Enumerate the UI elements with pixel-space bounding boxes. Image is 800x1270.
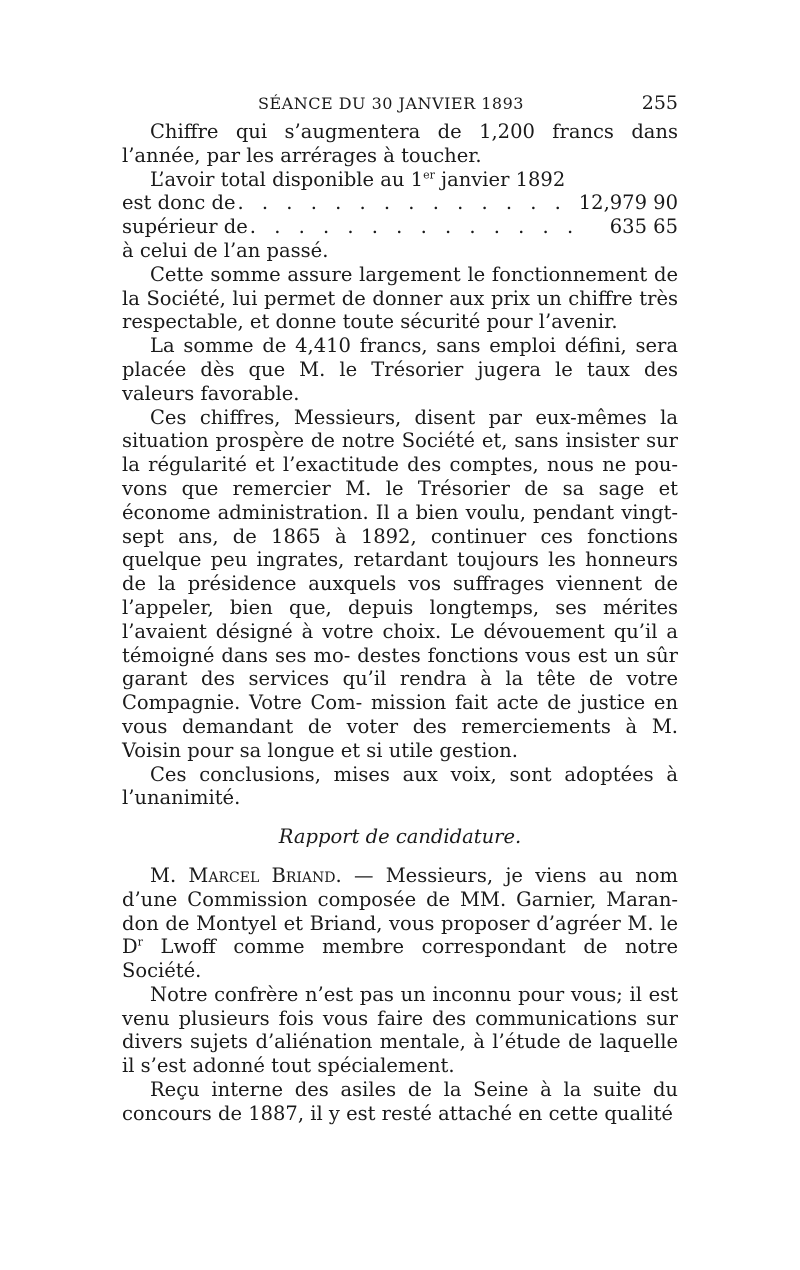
ledger-value: 12,979 90 bbox=[578, 191, 678, 215]
running-head: SÉANCE DU 30 JANVIER 1893 bbox=[258, 94, 524, 113]
paragraph-briand bbox=[122, 864, 678, 983]
ledger-dot-leader bbox=[238, 191, 569, 215]
paragraph-recu-interne: Reçu interne des asiles de la Seine à la suite du concours de 1887, il y est resté attaché en cette qualité bbox=[122, 1078, 678, 1125]
section-heading: Rapport de candidature. bbox=[278, 825, 522, 849]
paragraph-somme-assure: Cette somme assure largement le fonctionnement de la Société, lui permet de donner aux prix un chiffre très respectable, et donne toute sécurité pour l’avenir. bbox=[122, 262, 678, 334]
ledger-line-superieur bbox=[122, 215, 678, 239]
paragraph-conclusions: Ces conclusions, mises aux voix, sont adoptées à l’unanimité. bbox=[122, 762, 678, 810]
avoir-total-superscript: er bbox=[423, 168, 435, 182]
doctor-abbrev: D bbox=[122, 935, 138, 959]
avoir-total-lead: L’avoir total disponible au 1 bbox=[150, 167, 424, 191]
ledger-dot-leader bbox=[250, 215, 576, 239]
paragraph-an-passe: à celui de l’an passé. bbox=[122, 238, 329, 262]
paragraph-arrerages: Chiffre qui s’augmentera de 1,200 francs dans l’année, par les arrérages à toucher. bbox=[122, 120, 678, 167]
page-header bbox=[122, 92, 678, 118]
page-number: 255 bbox=[641, 92, 678, 114]
paragraph-chiffres: Ces chiffres, Messieurs, disent par eux-mêmes la situation prospère de notre Société et, sans insister sur la régularité et l’exactitude des comptes, nous ne pou- vons que remercier M. le Trésorier de sa sage et économe administration. Il a bien voulu, pendant vingt-sept ans, de 1865 à 1892, continuer ces fonctions quelque peu ingrates, retardant toujours les honneurs de la présidence auxquels vos suffrages viennent de l’appeler, bien que, depuis longtemps, ses mérites l’avaient désigné à votre choix. Le dévouement qu’il a témoigné dans ses mo- destes fonctions vous est un sûr garant des services qu’il rendra à la tête de votre Compagnie. Votre Com- mission fait acte de justice en vous demandant de voter des remerciements à M. Voisin pour sa longue et si utile gestion. bbox=[122, 405, 678, 762]
paragraph-somme-4410: La somme de 4,410 francs, sans emploi défini, sera placée dès que M. le Trésorier jugera le taux des valeurs favorable. bbox=[122, 334, 678, 405]
doctor-abbrev-superscript: r bbox=[137, 935, 143, 949]
paragraph-confrere: Notre confrère n’est pas un inconnu pour vous; il est venu plusieurs fois vous faire des communications sur divers sujets d’aliénation mentale, à l’étude de laquelle il s’est adonné tout spécialement. bbox=[122, 982, 678, 1078]
ledger-label: est donc de bbox=[122, 191, 236, 215]
briand-text-end: Lwoff comme membre correspondant de notre Société. bbox=[122, 935, 678, 983]
page-body bbox=[122, 120, 678, 1126]
ledger-value: 635 65 bbox=[609, 215, 678, 239]
ledger-label: supérieur de bbox=[122, 215, 248, 239]
paragraph-avoir-total bbox=[122, 168, 678, 192]
speaker-name: M. Marcel Briand. bbox=[150, 863, 342, 887]
briand-text: — Messieurs, je viens au nom d’une Commission composée de MM. Garnier, Maran- don de Montyel et Briand, vous proposer d’agréer M. le bbox=[122, 863, 679, 935]
ledger-line-total bbox=[122, 191, 678, 215]
avoir-total-tail: janvier 1892 bbox=[434, 167, 566, 191]
